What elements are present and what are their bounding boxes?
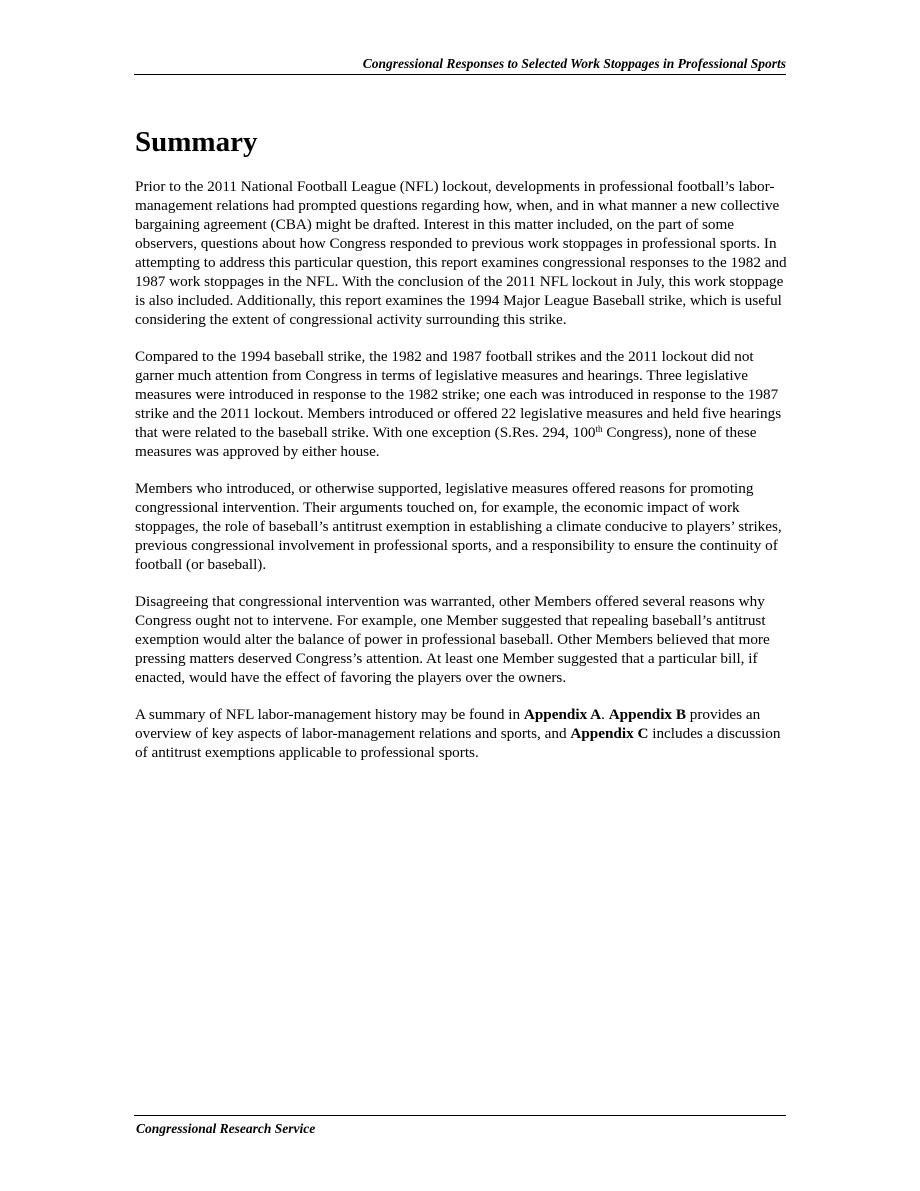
page-footer bbox=[134, 1115, 786, 1136]
appendix-b-reference: Appendix B bbox=[608, 706, 686, 723]
paragraph-2 bbox=[135, 347, 790, 461]
appendix-c-reference: Appendix C bbox=[570, 725, 649, 742]
paragraph-2-text: Compared to the 1994 baseball strike, the 1982 and 1987 football strikes and the 2011 lockout did not garner much attention from Congress in terms of legislative measures and hearings. Three legislative measures were introduced in response to the 1982 strike; one each was introduced in response to the 1987 strike and the 2011 lockout. Members introduced or offered 22 legislative measures and held five hearings that were related to the baseball strike. With one exception (S.Res. 294, 100 bbox=[135, 348, 782, 441]
paragraph-5-text: includes a discussion of antitrust exemptions applicable to professional sports. bbox=[135, 725, 781, 761]
publisher-name: Congressional Research Service bbox=[136, 1121, 316, 1136]
paragraph-3: Members who introduced, or otherwise supported, legislative measures offered reasons for promoting congressional intervention. Their arguments touched on, for example, the economic impact of work stoppages, the role of baseball’s antitrust exemption in establishing a climate conducive to players’ strikes, previous congressional involvement in professional sports, and a responsibility to ensure the continuity of football (or baseball). bbox=[135, 480, 782, 573]
summary-body bbox=[135, 177, 790, 780]
page-header bbox=[134, 56, 786, 75]
appendix-a-reference: Appendix A bbox=[523, 706, 602, 723]
paragraph-5-text: A summary of NFL labor-management history may be found in bbox=[135, 706, 524, 723]
paragraph-5 bbox=[135, 705, 790, 762]
paragraph-1: Prior to the 2011 National Football League (NFL) lockout, developments in professional football’s labor-management relations had prompted questions regarding how, when, and in what manner a new collective bargaining agreement (CBA) might be drafted. Interest in this matter included, on the part of some observers, questions about how Congress responded to previous work stoppages in professional sports. In attempting to address this particular question, this report examines congressional responses to the 1982 and 1987 work stoppages in the NFL. With the conclusion of the 2011 NFL lockout in July, this work stoppage is also included. Additionally, this report examines the 1994 Major League Baseball strike, which is useful considering the extent of congressional activity surrounding this strike. bbox=[135, 178, 787, 328]
running-title: Congressional Responses to Selected Work Stoppages in Professional Sports bbox=[362, 56, 786, 71]
paragraph-5-text: provides an overview of key aspects of labor-management relations and sports, and bbox=[135, 706, 761, 742]
paragraph-2-text-end: Congress), none of these measures was approved by either house. bbox=[135, 424, 757, 460]
section-title: Summary bbox=[135, 126, 258, 158]
ordinal-superscript: th bbox=[595, 424, 603, 434]
paragraph-4: Disagreeing that congressional intervention was warranted, other Members offered several reasons why Congress ought not to intervene. For example, one Member suggested that repealing baseball’s antitrust exemption would alter the balance of power in professional baseball. Other Members believed that more pressing matters deserved Congress’s attention. At least one Member suggested that a particular bill, if enacted, would have the effect of favoring the players over the owners. bbox=[135, 593, 770, 686]
paragraph-5-text: . bbox=[601, 706, 609, 723]
